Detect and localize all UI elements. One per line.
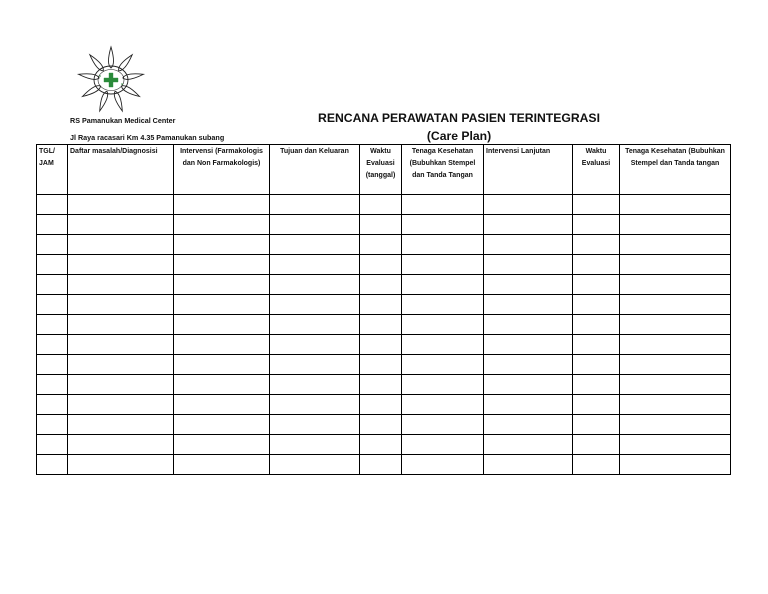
table-cell[interactable] [620,215,731,235]
table-cell[interactable] [620,315,731,335]
table-cell[interactable] [620,435,731,455]
table-cell[interactable] [68,435,174,455]
table-row [37,455,731,475]
table-cell[interactable] [484,395,573,415]
table-cell[interactable] [573,195,620,215]
table-cell[interactable] [174,335,270,355]
table-cell[interactable] [402,335,484,355]
table-cell[interactable] [360,275,402,295]
column-header-intervensi: Intervensi (Farmakologis dan Non Farmakologis) [174,145,270,195]
table-cell[interactable] [270,415,360,435]
table-cell[interactable] [484,215,573,235]
care-plan-table [36,144,731,475]
table-cell[interactable] [68,355,174,375]
table-cell[interactable] [573,315,620,335]
table-cell[interactable] [484,255,573,275]
table-cell[interactable] [484,295,573,315]
table-cell[interactable] [484,235,573,255]
table-cell[interactable] [37,375,68,395]
table-cell[interactable] [573,275,620,295]
form-title: RENCANA PERAWATAN PASIEN TERINTEGRASI [318,111,600,125]
table-row [37,255,731,275]
table-row [37,415,731,435]
table-cell[interactable] [174,395,270,415]
table-cell[interactable] [270,455,360,475]
table-cell[interactable] [573,235,620,255]
table-row [37,295,731,315]
table-cell[interactable] [37,315,68,335]
table-cell[interactable] [402,415,484,435]
column-header-tujuan-keluaran: Tujuan dan Keluaran [270,145,360,195]
table-cell[interactable] [484,435,573,455]
table-row [37,335,731,355]
table-body [37,195,731,475]
table-cell[interactable] [573,435,620,455]
table-cell[interactable] [174,255,270,275]
table-cell[interactable] [620,395,731,415]
table-cell[interactable] [270,275,360,295]
table-cell[interactable] [620,295,731,315]
table-cell[interactable] [402,395,484,415]
table-cell[interactable] [37,235,68,255]
hospital-address: Jl Raya racasari Km 4.35 Pamanukan subang [70,133,225,142]
table-cell[interactable] [402,455,484,475]
table-cell[interactable] [68,195,174,215]
table-cell[interactable] [620,275,731,295]
table-cell[interactable] [620,415,731,435]
table-cell[interactable] [37,435,68,455]
table-cell[interactable] [270,235,360,255]
table-cell[interactable] [360,395,402,415]
table-cell[interactable] [484,375,573,395]
table-cell[interactable] [270,295,360,315]
table-cell[interactable] [484,455,573,475]
table-cell[interactable] [573,415,620,435]
table-cell[interactable] [174,355,270,375]
table-cell[interactable] [174,375,270,395]
table-cell[interactable] [270,195,360,215]
table-cell[interactable] [620,375,731,395]
table-cell[interactable] [573,255,620,275]
table-header-row [37,145,731,195]
table-cell[interactable] [68,255,174,275]
table-cell[interactable] [360,435,402,455]
hospital-name: RS Pamanukan Medical Center [70,116,176,125]
table-cell[interactable] [174,275,270,295]
table-cell[interactable] [360,375,402,395]
table-cell[interactable] [68,395,174,415]
table-cell[interactable] [37,335,68,355]
table-cell[interactable] [484,415,573,435]
table-cell[interactable] [360,255,402,275]
table-row [37,355,731,375]
table-cell[interactable] [402,315,484,335]
table-cell[interactable] [68,455,174,475]
table-cell[interactable] [360,355,402,375]
table-cell[interactable] [68,375,174,395]
table-cell[interactable] [620,255,731,275]
column-header-intervensi-lanjutan: Intervensi Lanjutan [484,145,573,195]
table-cell[interactable] [270,335,360,355]
table-cell[interactable] [573,455,620,475]
table-cell[interactable] [37,415,68,435]
table-cell[interactable] [402,235,484,255]
table-cell[interactable] [360,315,402,335]
table-cell[interactable] [174,415,270,435]
table-cell[interactable] [37,275,68,295]
table-cell[interactable] [270,395,360,415]
table-cell[interactable] [360,295,402,315]
table-cell[interactable] [68,295,174,315]
table-cell[interactable] [484,355,573,375]
table-row [37,215,731,235]
table-cell[interactable] [402,275,484,295]
table-cell[interactable] [360,415,402,435]
table-cell[interactable] [620,355,731,375]
table-cell[interactable] [270,375,360,395]
table-cell[interactable] [174,315,270,335]
table-cell[interactable] [37,215,68,235]
table-cell[interactable] [37,455,68,475]
table-cell[interactable] [402,195,484,215]
table-cell[interactable] [270,215,360,235]
column-header-waktu-evaluasi: Waktu Evaluasi [573,145,620,195]
table-row [37,195,731,215]
table-cell[interactable] [68,215,174,235]
table-cell[interactable] [484,315,573,335]
table-cell[interactable] [37,355,68,375]
table-cell[interactable] [68,335,174,355]
table-cell[interactable] [402,255,484,275]
table-cell[interactable] [174,295,270,315]
table-cell[interactable] [68,415,174,435]
table-row [37,395,731,415]
table-cell[interactable] [68,315,174,335]
table-row [37,435,731,455]
table-cell[interactable] [620,195,731,215]
table-cell[interactable] [37,255,68,275]
table-cell[interactable] [174,455,270,475]
table-cell[interactable] [484,335,573,355]
table-cell[interactable] [573,295,620,315]
table-cell[interactable] [484,195,573,215]
table-cell[interactable] [360,215,402,235]
table-cell[interactable] [360,335,402,355]
form-subtitle: (Care Plan) [426,129,492,143]
table-cell[interactable] [573,215,620,235]
table-row [37,235,731,255]
table-cell[interactable] [37,395,68,415]
table-cell[interactable] [270,255,360,275]
table-cell[interactable] [37,195,68,215]
table-cell[interactable] [402,435,484,455]
table-cell[interactable] [402,295,484,315]
table-cell[interactable] [174,235,270,255]
column-header-tenaga-kesehatan-2: Tenaga Kesehatan (Bubuhkan Stempel dan Tanda tangan [620,145,731,195]
table-cell[interactable] [360,195,402,215]
table-cell[interactable] [174,435,270,455]
table-cell[interactable] [270,435,360,455]
table-row [37,275,731,295]
table-cell[interactable] [573,375,620,395]
table-cell[interactable] [360,235,402,255]
table-cell[interactable] [37,295,68,315]
table-cell[interactable] [484,275,573,295]
table-cell[interactable] [174,195,270,215]
table-row [37,315,731,335]
table-row [37,375,731,395]
table-cell[interactable] [620,455,731,475]
table-cell[interactable] [270,355,360,375]
table-cell[interactable] [360,455,402,475]
table-cell[interactable] [620,335,731,355]
table-cell[interactable] [620,235,731,255]
table-cell[interactable] [174,215,270,235]
table-cell[interactable] [573,335,620,355]
hospital-seal-logo-icon [68,45,154,115]
column-header-daftar-masalah: Daftar masalah/Diagnosisi [68,145,174,195]
column-header-tgl-jam: TGL/ JAM [37,145,68,195]
column-header-tenaga-kesehatan: Tenaga Kesehatan (Bubuhkan Stempel dan Tanda Tangan [402,145,484,195]
table-cell[interactable] [573,395,620,415]
table-cell[interactable] [402,355,484,375]
column-header-waktu-evaluasi-tanggal: Waktu Evaluasi (tanggal) [360,145,402,195]
table-cell[interactable] [402,215,484,235]
table-cell[interactable] [68,235,174,255]
table-cell[interactable] [270,315,360,335]
table-cell[interactable] [573,355,620,375]
table-cell[interactable] [402,375,484,395]
table-cell[interactable] [68,275,174,295]
